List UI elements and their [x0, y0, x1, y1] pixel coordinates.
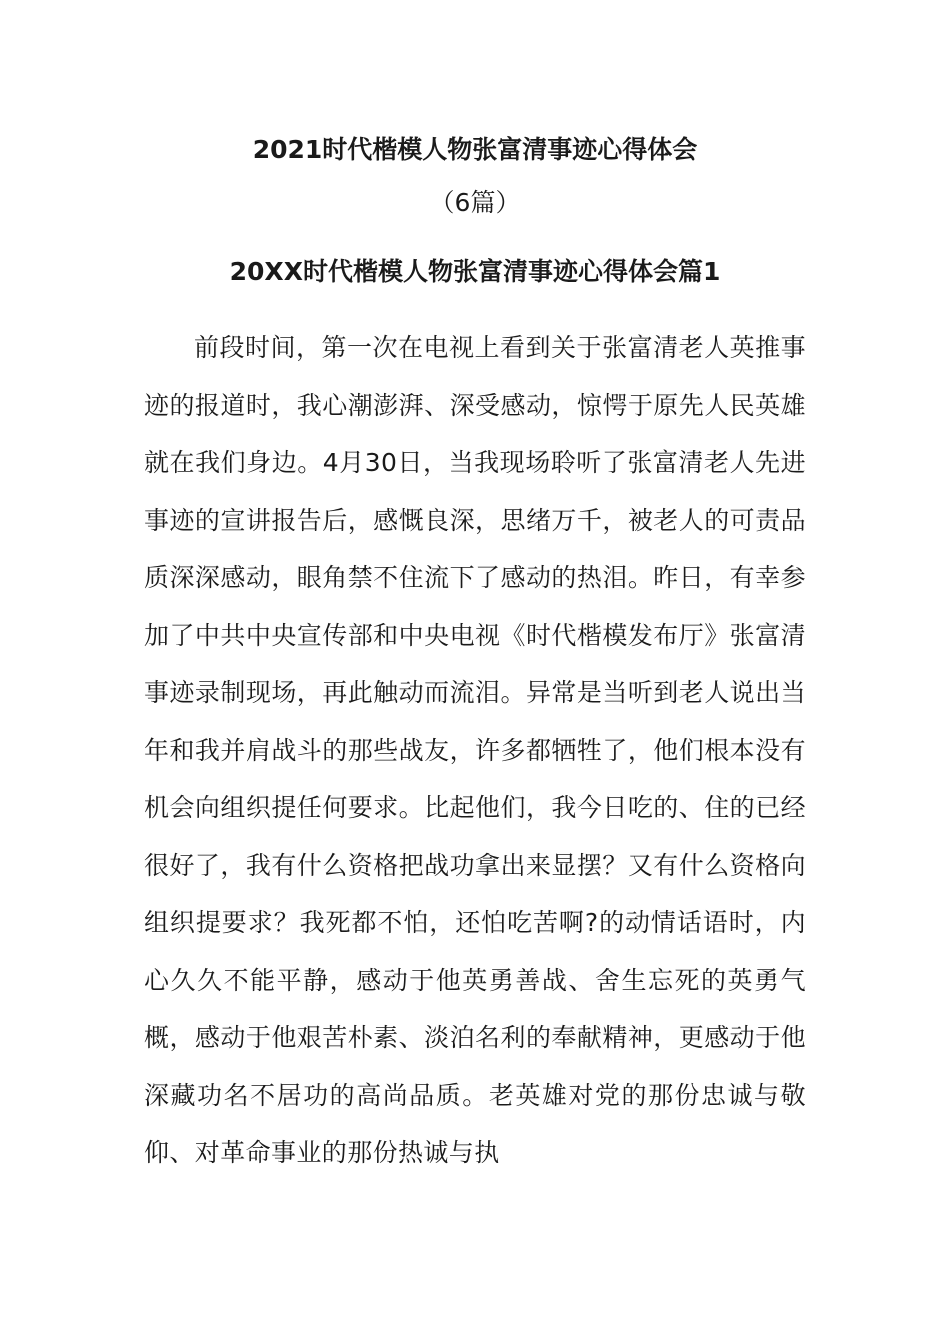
- document-title: 2021时代楷模人物张富清事迹心得体会: [252, 135, 698, 164]
- section-title: 20XX时代楷模人物张富清事迹心得体会篇1: [229, 257, 721, 286]
- document-subtitle: （6篇）: [429, 188, 521, 217]
- body-paragraph: 前段时间，第一次在电视上看到关于张富清老人英推事迹的报道时，我心潮澎湃、深受感动，惊愕于原先人民英雄就在我们身边。4月30日，当我现场聆听了张富清老人先进事迹的宣讲报告后，感慨良深，思绪万千，被老人的可责品质深深感动，眼角禁不住流下了感动的热泪。昨日，有幸参加了中共中央宣传部和中央电视《时代楷模发布厅》张富清事迹录制现场，再此触动而流泪。异常是当听到老人说出当年和我并肩战斗的那些战友，许多都牺牲了，他们根本没有机会向组织提任何要求。比起他们，我今日吃的、住的已经很好了，我有什么资格把战功拿出来显摆？又有什么资格向组织提要求？我死都不怕，还怕吃苦啊?的动情话语时，内心久久不能平静，感动于他英勇善战、舍生忘死的英勇气概，感动于他艰苦朴素、淡泊名利的奉献精神，更感动于他深藏功名不居功的高尚品质。老英雄对党的那份忠诚与敬仰、对革命事业的那份热诚与执: [144, 333, 806, 1167]
